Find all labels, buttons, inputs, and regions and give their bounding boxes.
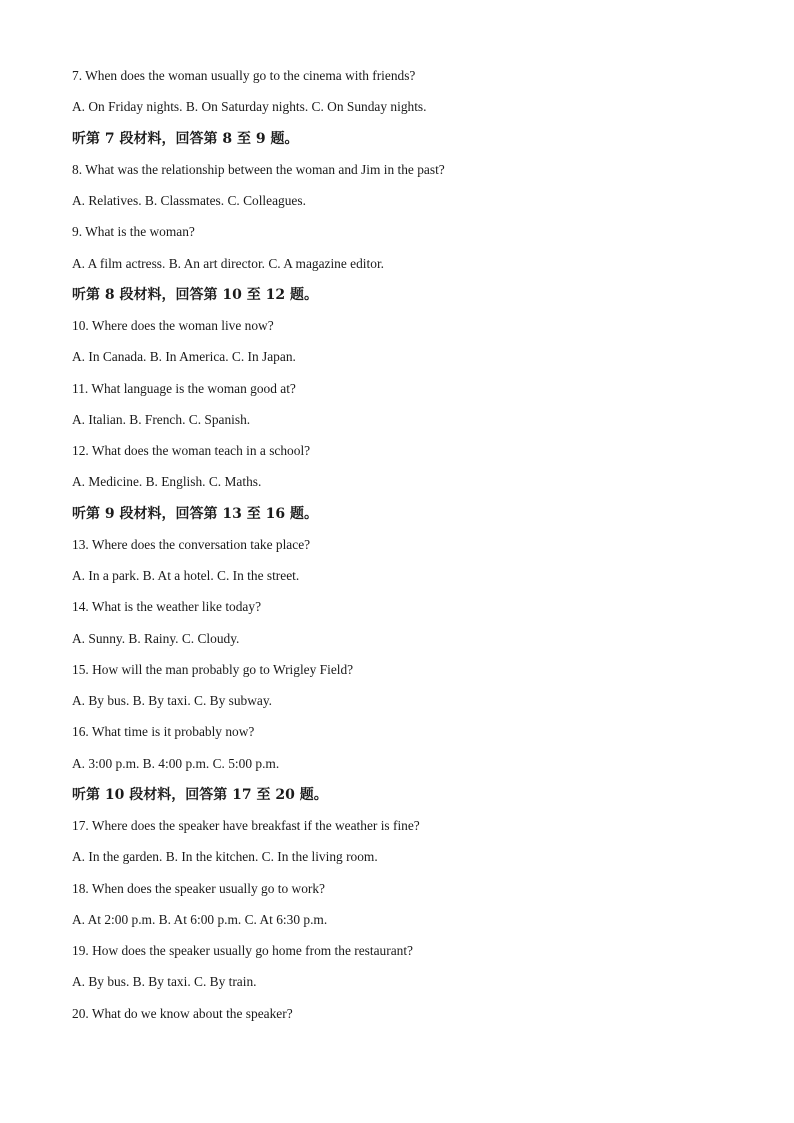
answer-options: A. Medicine. B. English. C. Maths. — [72, 474, 262, 490]
question-text: 12. What does the woman teach in a school? — [72, 443, 311, 458]
answer-options: A. Sunny. B. Rainy. C. Cloudy. — [72, 630, 240, 646]
answer-options: A. In Canada. B. In America. C. In Japan. — [72, 349, 296, 365]
question-text: 10. Where does the woman live now? — [72, 318, 274, 333]
section-heading: 听第 8 段材料，回答第 10 至 12 题。 — [72, 286, 318, 303]
question-text: 9. What is the woman? — [72, 224, 195, 240]
answer-options: A. Relatives. B. Classmates. C. Colleagues. — [72, 193, 306, 208]
answer-options: A. 3:00 p.m. B. 4:00 p.m. C. 5:00 p.m. — [72, 755, 280, 771]
answer-options: A. By bus. B. By taxi. C. By train. — [72, 974, 257, 990]
question-text: 11. What language is the woman good at? — [72, 380, 296, 396]
answer-options: A. At 2:00 p.m. B. At 6:00 p.m. C. At 6:30 p.m. — [72, 911, 328, 927]
answer-options: A. In the garden. B. In the kitchen. C. In the living room. — [72, 849, 378, 865]
section-heading: 听第 10 段材料，回答第 17 至 20 题。 — [72, 786, 328, 803]
question-text: 19. How does the speaker usually go home from the restaurant? — [72, 943, 413, 958]
question-text: 7. When does the woman usually go to the cinema with friends? — [72, 68, 416, 83]
question-text: 14. What is the weather like today? — [72, 599, 262, 615]
section-heading: 听第 9 段材料，回答第 13 至 16 题。 — [72, 505, 318, 522]
answer-options: A. A film actress. B. An art director. C. A magazine editor. — [72, 255, 385, 271]
section-heading: 听第 7 段材料，回答第 8 至 9 题。 — [72, 130, 299, 147]
question-text: 20. What do we know about the speaker? — [72, 1005, 293, 1021]
document-page — [72, 63, 732, 1032]
question-text: 17. Where does the speaker have breakfast if the weather is fine? — [72, 818, 420, 833]
question-text: 18. When does the speaker usually go to work? — [72, 880, 325, 896]
answer-options: A. By bus. B. By taxi. C. By subway. — [72, 693, 273, 708]
question-text: 16. What time is it probably now? — [72, 724, 255, 740]
answer-options: A. On Friday nights. B. On Saturday nights. C. On Sunday nights. — [72, 99, 427, 115]
question-text: 8. What was the relationship between the woman and Jim in the past? — [72, 161, 445, 177]
question-text: 13. Where does the conversation take place? — [72, 536, 311, 552]
answer-options: A. Italian. B. French. C. Spanish. — [72, 411, 251, 427]
question-text: 15. How will the man probably go to Wrigley Field? — [72, 661, 354, 677]
answer-options: A. In a park. B. At a hotel. C. In the street. — [72, 568, 300, 583]
